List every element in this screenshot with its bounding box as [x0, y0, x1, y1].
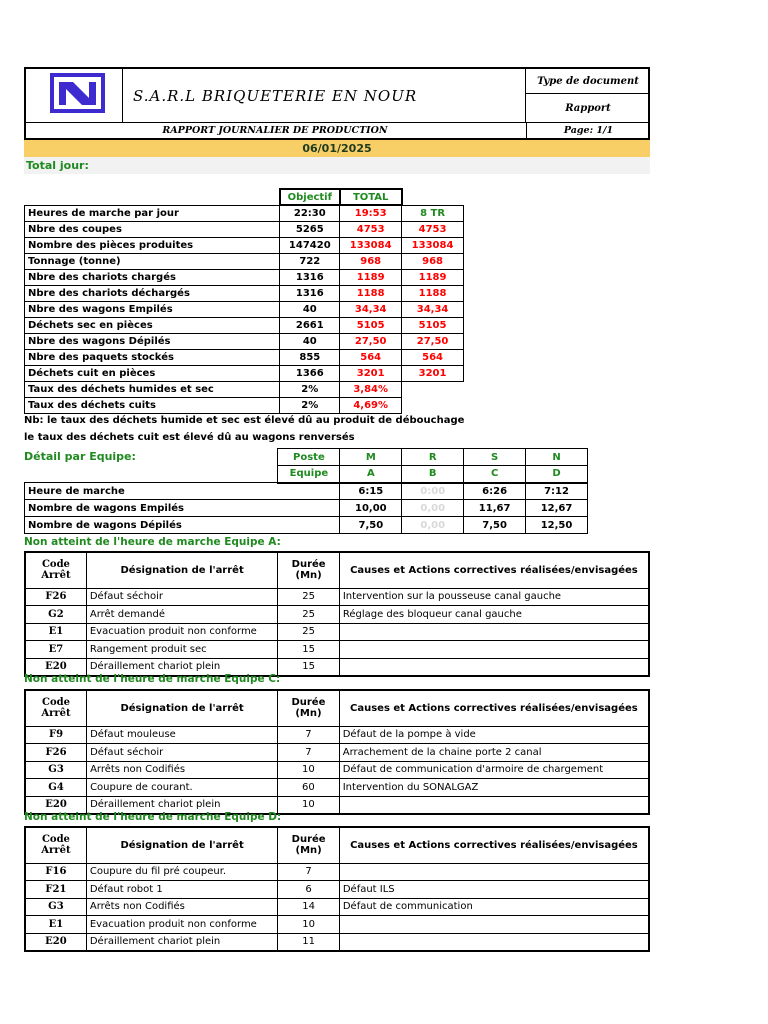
- cell-value: 6:26: [464, 483, 526, 500]
- company-name: S.A.R.L BRIQUETERIE EN NOUR: [123, 69, 526, 122]
- team-detail-title: Détail par Equipe:: [24, 450, 136, 463]
- stop-code: G2: [25, 606, 86, 624]
- stop-duration: 25: [278, 623, 339, 641]
- col-objectif: Objectif: [280, 189, 340, 205]
- header-duree-unit: (Mn): [295, 845, 322, 857]
- cell-value: 6:15: [340, 483, 402, 500]
- table-row: [25, 397, 464, 413]
- header-duree: Durée: [291, 697, 326, 709]
- stop-code: E1: [25, 623, 86, 641]
- stop-designation: Défaut séchoir: [87, 744, 278, 762]
- row-label: Nbre des wagons Empilés: [25, 301, 280, 317]
- stop-action: Intervention du SONALGAZ: [339, 779, 649, 797]
- row-label: Nombre de wagons Dépilés: [25, 517, 340, 534]
- cell-value: 11,67: [464, 500, 526, 517]
- team-detail-table: [24, 448, 588, 534]
- header-actions: Causes et Actions correctives réalisées/envisagées: [339, 552, 649, 588]
- total-value: 27,50: [340, 333, 402, 349]
- total-value: 34,34: [340, 301, 402, 317]
- equipe-a: A: [340, 466, 402, 483]
- table-row: [25, 205, 464, 221]
- row-label: Nombre de wagons Empilés: [25, 500, 340, 517]
- stop-action: [339, 916, 649, 934]
- stop-designation: Arrêt demandé: [86, 606, 278, 624]
- col-total: TOTAL: [340, 189, 402, 205]
- equipe-d: D: [526, 466, 588, 483]
- table-row: [25, 269, 464, 285]
- stop-duration: 25: [278, 606, 339, 624]
- stop-designation: Arrêts non Codifiés: [86, 898, 278, 916]
- stop-action: Défaut de communication: [339, 898, 649, 916]
- table-row: [25, 641, 649, 659]
- note-line-1: Nb: le taux des déchets humide et sec est élevé dû au produit de débouchage: [24, 415, 465, 426]
- section-title-equipe-c: Non atteint de l'heure de marche Equipe C:: [24, 673, 281, 685]
- header-duree: Durée: [291, 559, 326, 571]
- objectif-value: 1366: [280, 365, 340, 381]
- table-row: [25, 381, 464, 397]
- stop-duration: 10: [278, 916, 339, 934]
- stop-designation: Déraillement chariot plein: [86, 658, 278, 676]
- header-designation: Désignation de l'arrêt: [87, 690, 278, 726]
- cell-value: 0:00: [402, 483, 464, 500]
- row-label: Nombre des pièces produites: [25, 237, 280, 253]
- table-row: [25, 365, 464, 381]
- report-date: 06/01/2025: [24, 140, 650, 157]
- objectif-value: 722: [280, 253, 340, 269]
- total-day-label: Total jour:: [24, 157, 650, 174]
- document-type-label: Type de document: [526, 69, 650, 94]
- daily-stats-table: [24, 188, 464, 414]
- extra-value: 133084: [402, 237, 464, 253]
- table-row: [25, 285, 464, 301]
- stop-duration: 10: [278, 761, 340, 779]
- table-row: [25, 779, 649, 797]
- stop-action: Réglage des bloqueur canal gauche: [339, 606, 649, 624]
- stops-table-equipe-a: [24, 551, 650, 677]
- table-row: [25, 881, 649, 899]
- stop-code: F26: [25, 744, 87, 762]
- header-duree-unit: (Mn): [295, 708, 322, 720]
- total-value: 19:53: [340, 205, 402, 221]
- stop-code: E7: [25, 641, 86, 659]
- table-row: [25, 623, 649, 641]
- extra-value: 4753: [402, 221, 464, 237]
- stop-action: Défaut de la pompe à vide: [339, 726, 649, 744]
- stop-action: [339, 933, 649, 951]
- stop-action: Défaut ILS: [339, 881, 649, 899]
- cell-value: 12,50: [526, 517, 588, 534]
- stop-action: [339, 623, 649, 641]
- stop-action: [339, 796, 649, 814]
- stop-designation: Evacuation produit non conforme: [86, 623, 278, 641]
- extra-value: 34,34: [402, 301, 464, 317]
- table-row: [25, 863, 649, 881]
- stop-code: E20: [25, 796, 87, 814]
- row-label: Déchets sec en pièces: [25, 317, 280, 333]
- table-row: [25, 916, 649, 934]
- header-designation: Désignation de l'arrêt: [86, 827, 278, 863]
- row-label: Heures de marche par jour: [25, 205, 280, 221]
- total-value: 1188: [340, 285, 402, 301]
- equipe-b: B: [402, 466, 464, 483]
- stop-designation: Evacuation produit non conforme: [86, 916, 278, 934]
- stop-designation: Défaut robot 1: [86, 881, 278, 899]
- stop-code: F9: [25, 726, 87, 744]
- objectif-value: 2661: [280, 317, 340, 333]
- table-row: [25, 588, 649, 606]
- extra-value: 27,50: [402, 333, 464, 349]
- stop-action: [339, 658, 649, 676]
- extra-value: 5105: [402, 317, 464, 333]
- cell-value: 12,67: [526, 500, 588, 517]
- cell-value: 7,50: [340, 517, 402, 534]
- poste-n: N: [526, 449, 588, 466]
- stop-duration: 7: [278, 863, 339, 881]
- stop-duration: 7: [278, 726, 340, 744]
- objectif-value: 2%: [280, 397, 340, 413]
- table-row: [25, 761, 649, 779]
- row-label: Nbre des chariots déchargés: [25, 285, 280, 301]
- header-code: Code: [42, 697, 71, 709]
- header-code-2: Arrêt: [41, 708, 71, 720]
- row-label: Déchets cuit en pièces: [25, 365, 280, 381]
- stop-code: F21: [25, 881, 86, 899]
- stop-code: F26: [25, 588, 86, 606]
- stop-designation: Coupure du fil pré coupeur.: [86, 863, 278, 881]
- stop-duration: 60: [278, 779, 340, 797]
- stop-duration: 10: [278, 796, 340, 814]
- extra-value: 8 TR: [402, 205, 464, 221]
- table-row: [25, 744, 649, 762]
- stops-table-equipe-c: [24, 689, 650, 815]
- stop-duration: 15: [278, 641, 339, 659]
- extra-value: 564: [402, 349, 464, 365]
- header-code-2: Arrêt: [41, 570, 71, 582]
- cell-value: 10,00: [340, 500, 402, 517]
- total-value: 4753: [340, 221, 402, 237]
- extra-value: 3201: [402, 365, 464, 381]
- objectif-value: 1316: [280, 269, 340, 285]
- stops-table-equipe-d: [24, 826, 650, 952]
- stop-duration: 11: [278, 933, 339, 951]
- table-row: [25, 349, 464, 365]
- poste-label: Poste: [278, 449, 340, 466]
- note-line-2: le taux des déchets cuit est élevé dû au wagons renversés: [24, 432, 355, 443]
- header-designation: Désignation de l'arrêt: [86, 552, 278, 588]
- objectif-value: 855: [280, 349, 340, 365]
- table-row: [25, 606, 649, 624]
- total-value: 564: [340, 349, 402, 365]
- objectif-value: 5265: [280, 221, 340, 237]
- row-label: Nbre des chariots chargés: [25, 269, 280, 285]
- header-actions: Causes et Actions correctives réalisées/envisagées: [339, 690, 649, 726]
- stop-code: G3: [25, 761, 87, 779]
- equipe-c: C: [464, 466, 526, 483]
- stop-action: [339, 863, 649, 881]
- extra-value: 968: [402, 253, 464, 269]
- total-value: 133084: [340, 237, 402, 253]
- table-row: [25, 933, 649, 951]
- row-label: Heure de marche: [25, 483, 340, 500]
- section-title-equipe-d: Non atteint de l'heure de marche Equipe D:: [24, 811, 282, 823]
- stop-designation: Défaut séchoir: [86, 588, 278, 606]
- row-label: Tonnage (tonne): [25, 253, 280, 269]
- stop-duration: 6: [278, 881, 339, 899]
- total-value: 3201: [340, 365, 402, 381]
- stop-duration: 15: [278, 658, 339, 676]
- row-label: Nbre des paquets stockés: [25, 349, 280, 365]
- stop-action: Arrachement de la chaine porte 2 canal: [339, 744, 649, 762]
- stop-code: E20: [25, 658, 86, 676]
- table-row: [25, 898, 649, 916]
- stop-code: G4: [25, 779, 87, 797]
- total-value: 5105: [340, 317, 402, 333]
- objectif-value: 2%: [280, 381, 340, 397]
- report-title: RAPPORT JOURNALIER DE PRODUCTION: [24, 122, 526, 138]
- cell-value: 7:12: [526, 483, 588, 500]
- objectif-value: 22:30: [280, 205, 340, 221]
- table-row: [25, 483, 588, 500]
- total-value: 3,84%: [340, 381, 402, 397]
- equipe-label: Equipe: [278, 466, 340, 483]
- header-duree: Durée: [291, 834, 326, 846]
- header-code: Code: [41, 834, 70, 846]
- stop-designation: Défaut mouleuse: [87, 726, 278, 744]
- poste-m: M: [340, 449, 402, 466]
- stop-duration: 25: [278, 588, 339, 606]
- row-label: Nbre des coupes: [25, 221, 280, 237]
- stop-action: Intervention sur la pousseuse canal gauche: [339, 588, 649, 606]
- document-type-value: Rapport: [565, 102, 611, 114]
- row-label: Taux des déchets cuits: [25, 397, 280, 413]
- objectif-value: 1316: [280, 285, 340, 301]
- logo-icon: [26, 69, 123, 122]
- table-row: [25, 301, 464, 317]
- cell-value: 0,00: [402, 500, 464, 517]
- header-code-2: Arrêt: [41, 845, 71, 857]
- stop-designation: Déraillement chariot plein: [87, 796, 278, 814]
- section-title-equipe-a: Non atteint de l'heure de marche Equipe A:: [24, 536, 281, 548]
- row-label: Taux des déchets humides et sec: [25, 381, 280, 397]
- extra-value: 1189: [402, 269, 464, 285]
- stop-duration: 14: [278, 898, 339, 916]
- company-logo: [26, 69, 123, 122]
- table-row: [25, 517, 588, 534]
- stop-designation: Coupure de courant.: [87, 779, 278, 797]
- table-row: [25, 253, 464, 269]
- stop-code: E1: [25, 916, 86, 934]
- stop-duration: 7: [278, 744, 340, 762]
- total-value: 968: [340, 253, 402, 269]
- cell-value: 0,00: [402, 517, 464, 534]
- table-row: [25, 237, 464, 253]
- header-duree-unit: (Mn): [295, 570, 322, 582]
- stop-code: G3: [25, 898, 86, 916]
- header-actions: Causes et Actions correctives réalisées/envisagées: [339, 827, 649, 863]
- stop-action: [339, 641, 649, 659]
- page-number: Page: 1/1: [526, 122, 650, 138]
- table-row: [25, 333, 464, 349]
- extra-value: 1188: [402, 285, 464, 301]
- stop-code: E20: [25, 933, 86, 951]
- table-row: [25, 500, 588, 517]
- stop-designation: Arrêts non Codifiés: [87, 761, 278, 779]
- header-code: Code: [41, 559, 70, 571]
- poste-r: R: [402, 449, 464, 466]
- objectif-value: 147420: [280, 237, 340, 253]
- cell-value: 7,50: [464, 517, 526, 534]
- poste-s: S: [464, 449, 526, 466]
- total-value: 4,69%: [340, 397, 402, 413]
- stop-designation: Déraillement chariot plein: [86, 933, 278, 951]
- stop-code: F16: [25, 863, 86, 881]
- table-row: [25, 726, 649, 744]
- table-row: [25, 317, 464, 333]
- table-row: [25, 221, 464, 237]
- row-label: Nbre des wagons Dépilés: [25, 333, 280, 349]
- stop-designation: Rangement produit sec: [86, 641, 278, 659]
- total-value: 1189: [340, 269, 402, 285]
- objectif-value: 40: [280, 333, 340, 349]
- objectif-value: 40: [280, 301, 340, 317]
- stop-action: Défaut de communication d'armoire de chargement: [339, 761, 649, 779]
